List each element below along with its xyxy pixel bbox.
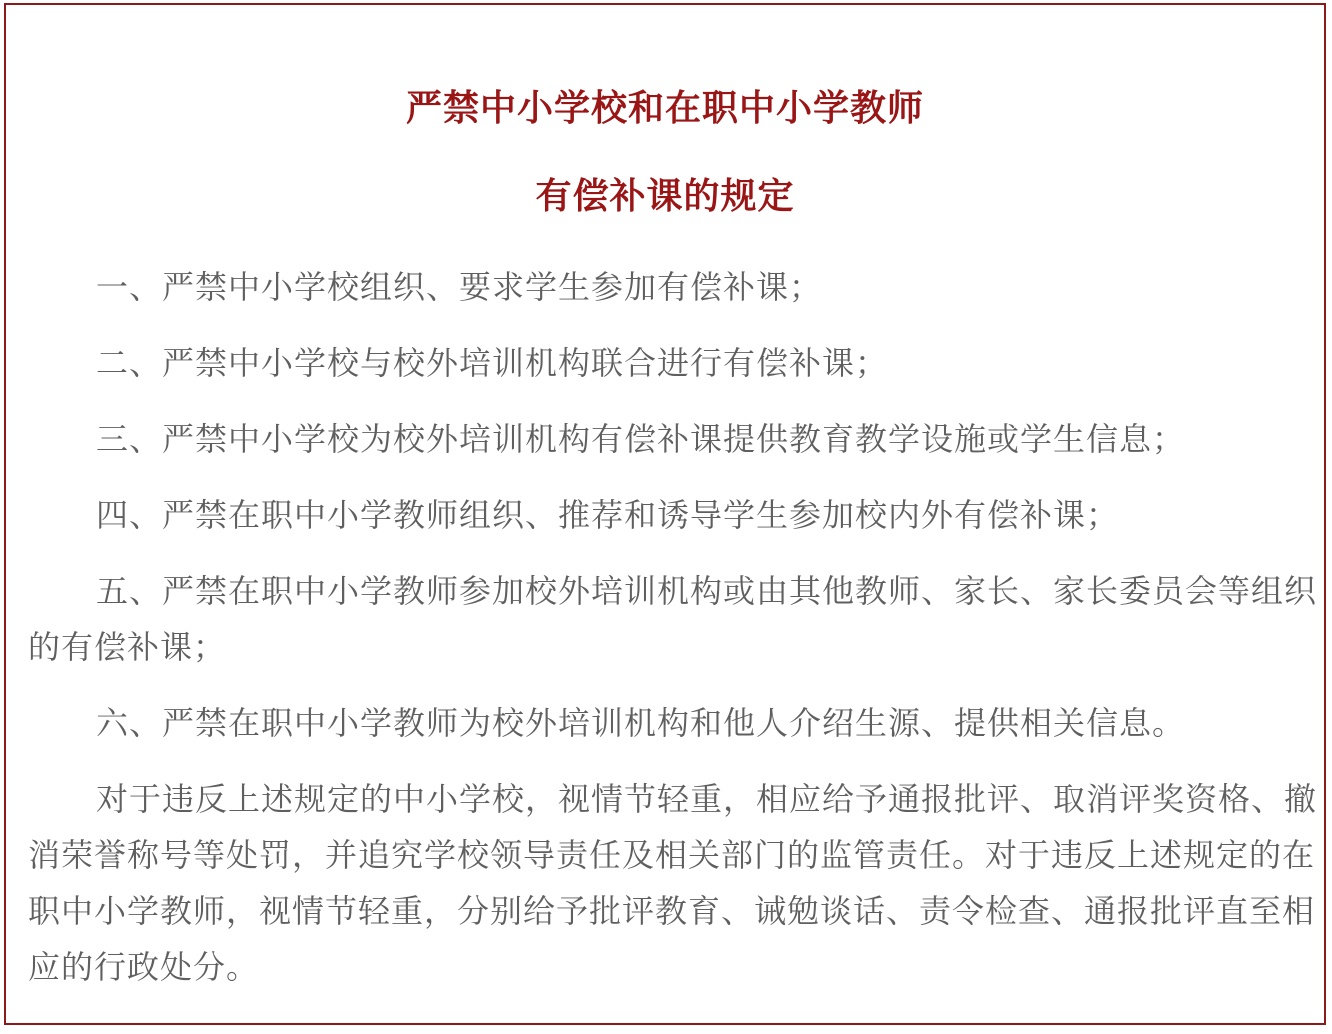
regulation-item-6: 六、严禁在职中小学教师为校外培训机构和他人介绍生源、提供相关信息。	[96, 704, 1186, 742]
document-title-line-1: 严禁中小学校和在职中小学教师	[405, 88, 924, 129]
regulation-item-3: 三、严禁中小学校为校外培训机构有偿补课提供教育教学设施或学生信息；	[96, 420, 1186, 458]
document-title-line-2: 有偿补课的规定	[535, 176, 795, 217]
regulation-item-4: 四、严禁在职中小学教师组织、推荐和诱导学生参加校内外有偿补课；	[96, 496, 1120, 534]
regulation-item-2: 二、严禁中小学校与校外培训机构联合进行有偿补课；	[96, 344, 889, 382]
document-frame	[4, 3, 1326, 1025]
regulation-item-5: 五、严禁在职中小学教师参加校外培训机构或由其他教师、家长、家长委员会等组织的有偿补课；	[28, 572, 1318, 666]
regulation-item-1: 一、严禁中小学校组织、要求学生参加有偿补课；	[96, 268, 823, 306]
penalty-paragraph: 对于违反上述规定的中小学校，视情节轻重，相应给予通报批评、取消评奖资格、撤消荣誉称号等处罚，并追究学校领导责任及相关部门的监管责任。对于违反上述规定的在职中小学教师，视情节轻重，分别给予批评教育、诫勉谈话、责令检查、通报批评直至相应的行政处分。	[28, 780, 1318, 986]
